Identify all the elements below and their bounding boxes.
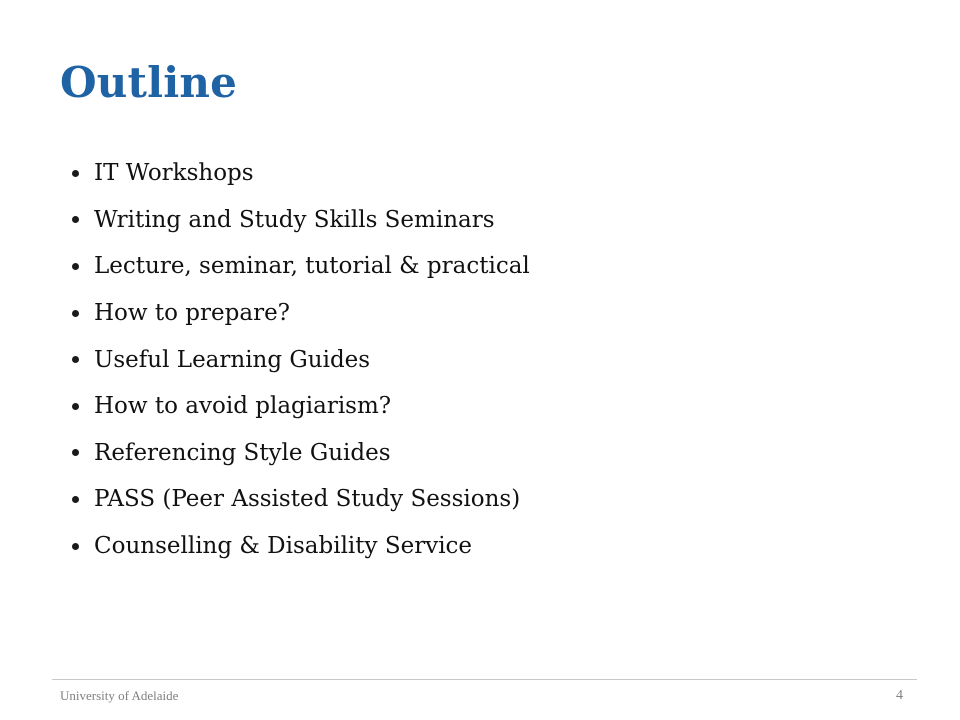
bullet-dot-icon [72,496,79,503]
bullet-item [60,383,530,430]
bullet-item [60,290,530,337]
footer-organization: University of Adelaide [60,688,179,703]
bullet-item [60,243,530,290]
bullet-dot-icon [72,310,79,317]
slide-title: Outline [60,58,238,107]
bullet-text: How to prepare? [94,300,291,327]
bullet-dot-icon [72,356,79,363]
bullet-item [60,476,530,523]
bullet-item [60,430,530,477]
bullet-dot-icon [72,170,79,177]
bullet-item [60,197,530,244]
bullet-text: PASS (Peer Assisted Study Sessions) [94,486,521,513]
bullet-dot-icon [72,449,79,456]
footer-divider [52,679,917,680]
bullet-text: Lecture, seminar, tutorial & practical [94,253,530,280]
bullet-dot-icon [72,403,79,410]
page-number: 4 [896,688,903,703]
bullet-text: Counselling & Disability Service [94,533,473,560]
bullet-text: How to avoid plagiarism? [94,393,392,420]
bullet-dot-icon [72,216,79,223]
bullet-dot-icon [72,543,79,550]
bullet-item [60,523,530,570]
bullet-list [60,150,530,569]
bullet-text: Useful Learning Guides [94,346,371,373]
bullet-text: IT Workshops [94,160,254,187]
bullet-item [60,150,530,197]
bullet-dot-icon [72,263,79,270]
bullet-item [60,336,530,383]
bullet-text: Writing and Study Skills Seminars [94,206,495,233]
bullet-text: Referencing Style Guides [94,439,391,466]
